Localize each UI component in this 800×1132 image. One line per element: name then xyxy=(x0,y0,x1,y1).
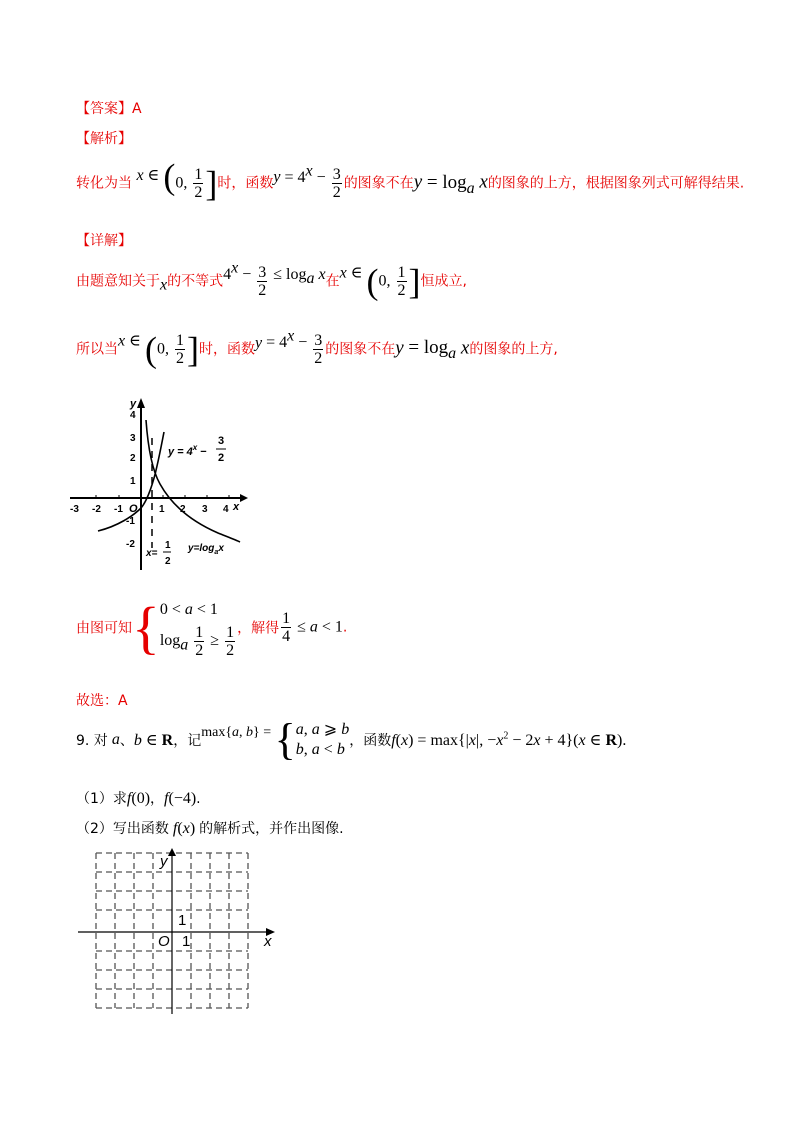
y-axis-label: y xyxy=(130,398,137,410)
choice-line: 故选：A xyxy=(76,693,128,709)
max-definition: max{a, b} = xyxy=(201,725,275,740)
conclusion-line: 由图可知{ 0 < a < 1 $\log_a$ $\frac{1}{2}$ ≥ $\frac{1}{2}$ ，解得 $\frac{1}{4}$ ≤ a < 1. xyxy=(76,594,348,660)
vline-label: x= xyxy=(146,548,158,559)
math-y-4x: y xyxy=(273,168,281,186)
vline-label-den: 2 xyxy=(165,556,171,567)
x-tick-neg1: -1 xyxy=(114,504,123,515)
grid-x-label: x xyxy=(264,933,272,950)
detail-line-1: 由题意知关于x的不等式$4^x$ − $\frac{3}{2}$ ≤ $\log_a x$在x ∈ (0, $\frac{1}{2}$ ]恒成立, xyxy=(76,260,467,302)
y-tick-neg1: -1 xyxy=(126,516,135,527)
math-y-log: y xyxy=(413,171,423,193)
grid-y-arrow xyxy=(168,848,176,856)
curve-logarithm xyxy=(146,420,240,542)
y-tick-neg2: -2 xyxy=(126,539,135,550)
analysis-label: 【解析】 xyxy=(76,131,132,147)
problem-9-line: 9. 对 a、b ∈ R，记max{a, b} = { a, a ⩾ b b, a < b ，函数f(x) = max{|x|, $-x^2 - 2x + 4\}(x$ ∈ R). xyxy=(76,715,627,764)
fraction-half: $\frac{1}{2}$ xyxy=(194,166,203,202)
cases-brace: { xyxy=(132,594,160,660)
grid-unit-y: 1 xyxy=(178,912,187,929)
question-2: （2）写出函数 f(x) 的解析式，并作出图像. xyxy=(76,820,344,837)
origin-label: O xyxy=(129,503,138,515)
function-graph xyxy=(68,398,248,573)
detail-line-2: 所以当x ∈ (0, $\frac{1}{2}$ ]时，函数$y = 4^x$ − $\frac{3}{2}$ 的图象不在$y = \log_a x$的图象的上方, xyxy=(76,328,558,370)
x-tick-3: 3 xyxy=(202,504,208,515)
answer-value: A xyxy=(132,101,142,117)
vline-label-num: 1 xyxy=(165,540,171,551)
question-1: （1）求f(0)，f(−4). xyxy=(76,790,201,807)
y-tick-4: 4 xyxy=(130,410,136,421)
x-axis-label: x xyxy=(233,501,240,513)
x-tick-1: 1 xyxy=(159,504,165,515)
math-x-interval: x ∈ ( xyxy=(136,156,176,196)
math-inequality: $4^x$ − xyxy=(223,260,256,284)
grid-unit-x: 1 xyxy=(182,933,191,950)
x-tick-neg3: -3 xyxy=(70,504,79,515)
y-tick-2: 2 xyxy=(130,453,136,464)
y-tick-1: 1 xyxy=(130,476,136,487)
answer-label: 【答案】 xyxy=(76,101,132,117)
curve-exponential-frac-num: 3 xyxy=(218,435,225,447)
curve-exponential-label: $y = 4^x$ − xyxy=(168,443,207,458)
fraction-three-halves: $\frac{3}{2}$ xyxy=(332,166,341,202)
x-axis-arrow xyxy=(240,494,248,502)
detail-label: 【详解】 xyxy=(76,233,132,249)
curve-logarithm-label: $y=\log_ax$ xyxy=(188,543,224,556)
grid-origin-label: O xyxy=(158,933,170,950)
x-tick-4: 4 xyxy=(223,504,229,515)
x-tick-2: 2 xyxy=(180,504,186,515)
function-f-definition: f(x) = max{|x|, $-x^2 - 2x + 4\}(x$ ∈ R). xyxy=(391,730,627,749)
y-tick-3: 3 xyxy=(130,433,136,444)
answer-line xyxy=(76,98,142,118)
blank-grid xyxy=(76,848,278,1016)
curve-exponential-frac-den: 2 xyxy=(218,452,225,464)
cases-system: 0 < a < 1 $\log_a$ $\frac{1}{2}$ ≥ $\frac{1}{2}$ xyxy=(159,601,235,659)
grid-y-label: y xyxy=(160,853,168,870)
x-tick-neg2: -2 xyxy=(92,504,101,515)
y-axis-arrow xyxy=(137,398,145,408)
analysis-line: 转化为当 x ∈ (0, $\frac{1}{2}$ ]时，函数$y = 4^x$ − $\frac{3}{2}$ 的图象不在$y = \log_a x$的图象的上方，根据图象列式可解得结果. xyxy=(76,156,745,204)
